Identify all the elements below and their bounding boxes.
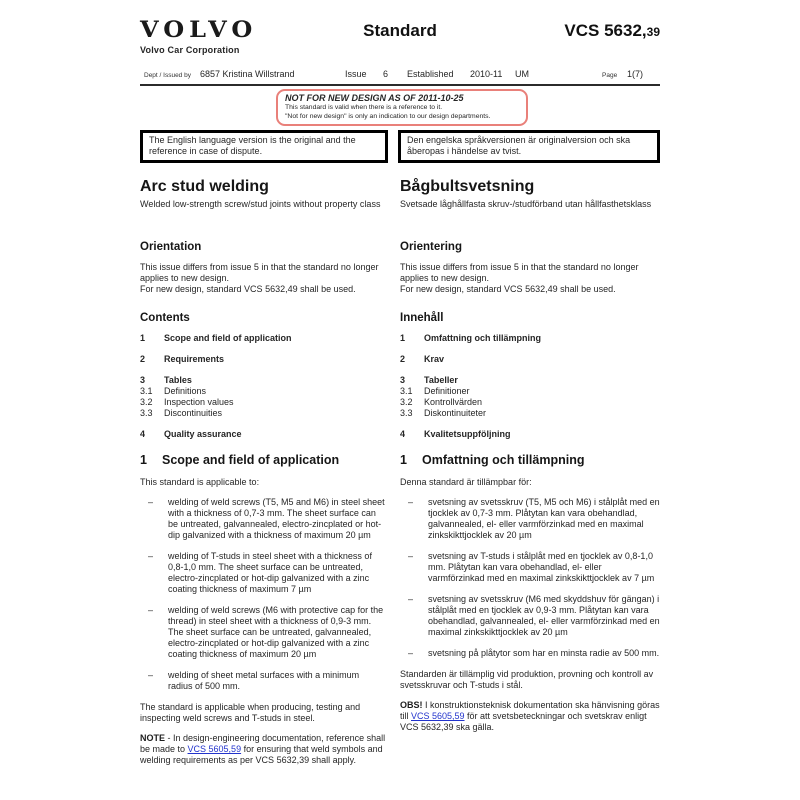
established-value: 2010-11 bbox=[470, 69, 503, 79]
obs-label: OBS! bbox=[400, 700, 423, 711]
toc-item: 1 Omfattning och tillämpning bbox=[400, 333, 541, 344]
toc-item: 2 Requirements bbox=[140, 354, 225, 365]
language-notice-row bbox=[140, 130, 660, 163]
toc-item: 3.1 Definitioner bbox=[400, 386, 470, 397]
note-label: NOTE bbox=[140, 733, 166, 744]
toc-item: 2 Krav bbox=[400, 354, 445, 365]
page-label: Page bbox=[602, 72, 618, 79]
bullet-item: – svetsning av svetsskruv (M6 med skyddshuv för gängan) i stålplåt med en tjocklek av 0,9-3 mm. Plåtytan kan vara obehandlad, galvannealed, el- eller varmförzinkad med en maximal zinkskikttjocklek av 20 µm bbox=[400, 594, 660, 638]
bullet-item: – svetsning av svetsskruv (T5, M5 och M6) i stålplåt med en tjocklek av 0,7-3 mm. Plåtytan kan vara obehandlad, galvannealed, el- eller varmförzinkad med en maximal zinkskikttjocklek av 20 µm bbox=[400, 497, 660, 541]
volvo-logo: VOLVO bbox=[140, 15, 258, 43]
document-number-suffix: 39 bbox=[646, 25, 660, 39]
innehall-heading: Innehåll bbox=[400, 312, 444, 325]
toc-item: 4 Quality assurance bbox=[140, 429, 242, 440]
orientering-heading: Orientering bbox=[400, 241, 462, 254]
bilingual-columns bbox=[140, 178, 660, 775]
document-type-title: Standard bbox=[363, 21, 437, 40]
applicability-paragraph-swedish: Standarden är tillämplig vid produktion, provning och kontroll av svetsskruvar och T-studs i stål. bbox=[400, 669, 654, 691]
vcs-5605-59-link[interactable]: VCS 5605,59 bbox=[187, 744, 242, 755]
dept-issued-by-value: 6857 Kristina Willstrand bbox=[200, 69, 295, 79]
bullet-item: – welding of weld screws (T5, M5 and M6) in steel sheet with a thickness of 0,7-3 mm. The sheet surface can be untreated, galvannealed, electro-zincplated or hot-dip galvanized with a thickness of maximum 20 µm bbox=[140, 497, 386, 541]
toc-item: 3.2 Kontrollvärden bbox=[400, 397, 483, 408]
document-number bbox=[564, 21, 660, 41]
document-meta-row bbox=[140, 67, 660, 82]
bullet-dash: – bbox=[148, 497, 154, 508]
column-english bbox=[140, 178, 386, 775]
orientation-text-english: This issue differs from issue 5 in that the standard no longer applies to new design. For new design, standard VCS 5632,49 shall be used. bbox=[140, 262, 379, 295]
applicability-paragraph-english: The standard is applicable when producing, testing and inspecting weld screws and T-studs in steel. bbox=[140, 702, 361, 724]
bullet-item: – welding of T-studs in steel sheet with a thickness of 0,8-1,0 mm. The sheet surface can be untreated, electro-zincplated or hot-dip galvanized with a zinc coating thickness of maximum 7 µm bbox=[140, 551, 386, 595]
bullet-dash: – bbox=[148, 551, 154, 562]
vcs-5605-59-link[interactable]: VCS 5605,59 bbox=[411, 711, 465, 722]
toc-item: 3.1 Definitions bbox=[140, 386, 207, 397]
english-original-box: The English language version is the original and the reference in case of dispute. bbox=[140, 130, 388, 163]
bullet-dash: – bbox=[148, 605, 154, 616]
bullet-item: – welding of weld screws (M6 with protective cap for the thread) in steel sheet with a thickness of 0,9-3 mm. The sheet surface can be untreated, galvannealed, electro-zincplated or hot-dip galvanized with a zinc coating thickness of maximum 20 µm bbox=[140, 605, 386, 660]
bullet-item: – welding of sheet metal surfaces with a minimum radius of 500 mm. bbox=[140, 670, 386, 692]
toc-item: 4 Kvalitetsuppföljning bbox=[400, 429, 511, 440]
toc-item: 3 Tables bbox=[140, 375, 192, 386]
doc-subtitle-english: Welded low-strength screw/stud joints without property class bbox=[140, 199, 381, 210]
swedish-original-box: Den engelska språkversionen är originalversion och ska åberopas i händelse av tvist. bbox=[398, 130, 660, 163]
notice-title: NOT FOR NEW DESIGN AS OF 2011-10-25 bbox=[285, 93, 464, 103]
bullet-dash: – bbox=[408, 648, 414, 659]
toc-item: 3 Tabeller bbox=[400, 375, 458, 386]
section-1-intro-swedish: Denna standard är tillämpbar för: bbox=[400, 477, 532, 488]
section-1-heading-swedish: 1 Omfattning och tillämpning bbox=[400, 453, 585, 468]
bullet-item: – svetsning på plåtytor som har en minsta radie av 500 mm. bbox=[400, 648, 660, 659]
toc-item: 3.3 Discontinuities bbox=[140, 408, 223, 419]
column-swedish bbox=[400, 178, 660, 775]
contents-heading: Contents bbox=[140, 312, 190, 325]
section-1-heading-english: 1 Scope and field of application bbox=[140, 453, 340, 468]
toc-item: 3.3 Diskontinuiteter bbox=[400, 408, 487, 419]
issue-value: 6 bbox=[383, 69, 389, 79]
toc-item: 3.2 Inspection values bbox=[140, 397, 234, 408]
toc-item: 1 Scope and field of application bbox=[140, 333, 292, 344]
section-1-intro-english: This standard is applicable to: bbox=[140, 477, 260, 488]
bullet-item: – svetsning av T-studs i stålplåt med en tjocklek av 0,8-1,0 mm. Plåtytan kan vara obehandlad, el- eller varmförzinkad med en maximal zinkskikttjocklek av 7 µm bbox=[400, 551, 660, 584]
notice-line-2: "Not for new design" is only an indication to our design departments. bbox=[285, 112, 491, 120]
dept-issued-by-label: Dept / Issued by bbox=[144, 72, 191, 79]
bullet-dash: – bbox=[408, 594, 414, 605]
doc-title-english: Arc stud welding bbox=[140, 178, 269, 196]
notice-line-1: This standard is valid when there is a reference to it. bbox=[285, 104, 443, 111]
established-by: UM bbox=[515, 69, 529, 79]
bullet-dash: – bbox=[408, 497, 414, 508]
note-paragraph-english: NOTE - In design-engineering documentation, reference shall be made to VCS 5605,59 for ensuring that weld symbols and welding requirements as per VCS 5632,39 shall apply. bbox=[140, 733, 386, 766]
not-for-new-design-notice bbox=[276, 89, 528, 126]
orientation-text-swedish: This issue differs from issue 5 in that the standard no longer applies to new design. For new design, standard VCS 5632,49 shall be used. bbox=[400, 262, 639, 295]
standard-document-page bbox=[140, 0, 660, 775]
document-number-main: VCS 5632, bbox=[564, 21, 647, 40]
logo-subtitle: Volvo Car Corporation bbox=[140, 45, 240, 55]
issue-label: Issue bbox=[345, 69, 367, 79]
bullet-dash: – bbox=[148, 670, 154, 681]
header-divider bbox=[140, 84, 660, 86]
note-paragraph-swedish: OBS! I konstruktionsteknisk dokumentation ska hänvisning göras till VCS 5605,59 för att svetsbeteckningar och svetskrav enligt VCS 5632,39 ska gälla. bbox=[400, 700, 660, 733]
doc-subtitle-swedish: Svetsade låghållfasta skruv-/studförband utan hållfasthetsklass bbox=[400, 199, 652, 210]
document-header bbox=[140, 16, 660, 66]
bullet-dash: – bbox=[408, 551, 414, 562]
orientation-heading: Orientation bbox=[140, 241, 202, 254]
established-label: Established bbox=[407, 69, 454, 79]
doc-title-swedish: Bågbultsvetsning bbox=[400, 178, 535, 196]
page-value: 1(7) bbox=[627, 69, 644, 79]
